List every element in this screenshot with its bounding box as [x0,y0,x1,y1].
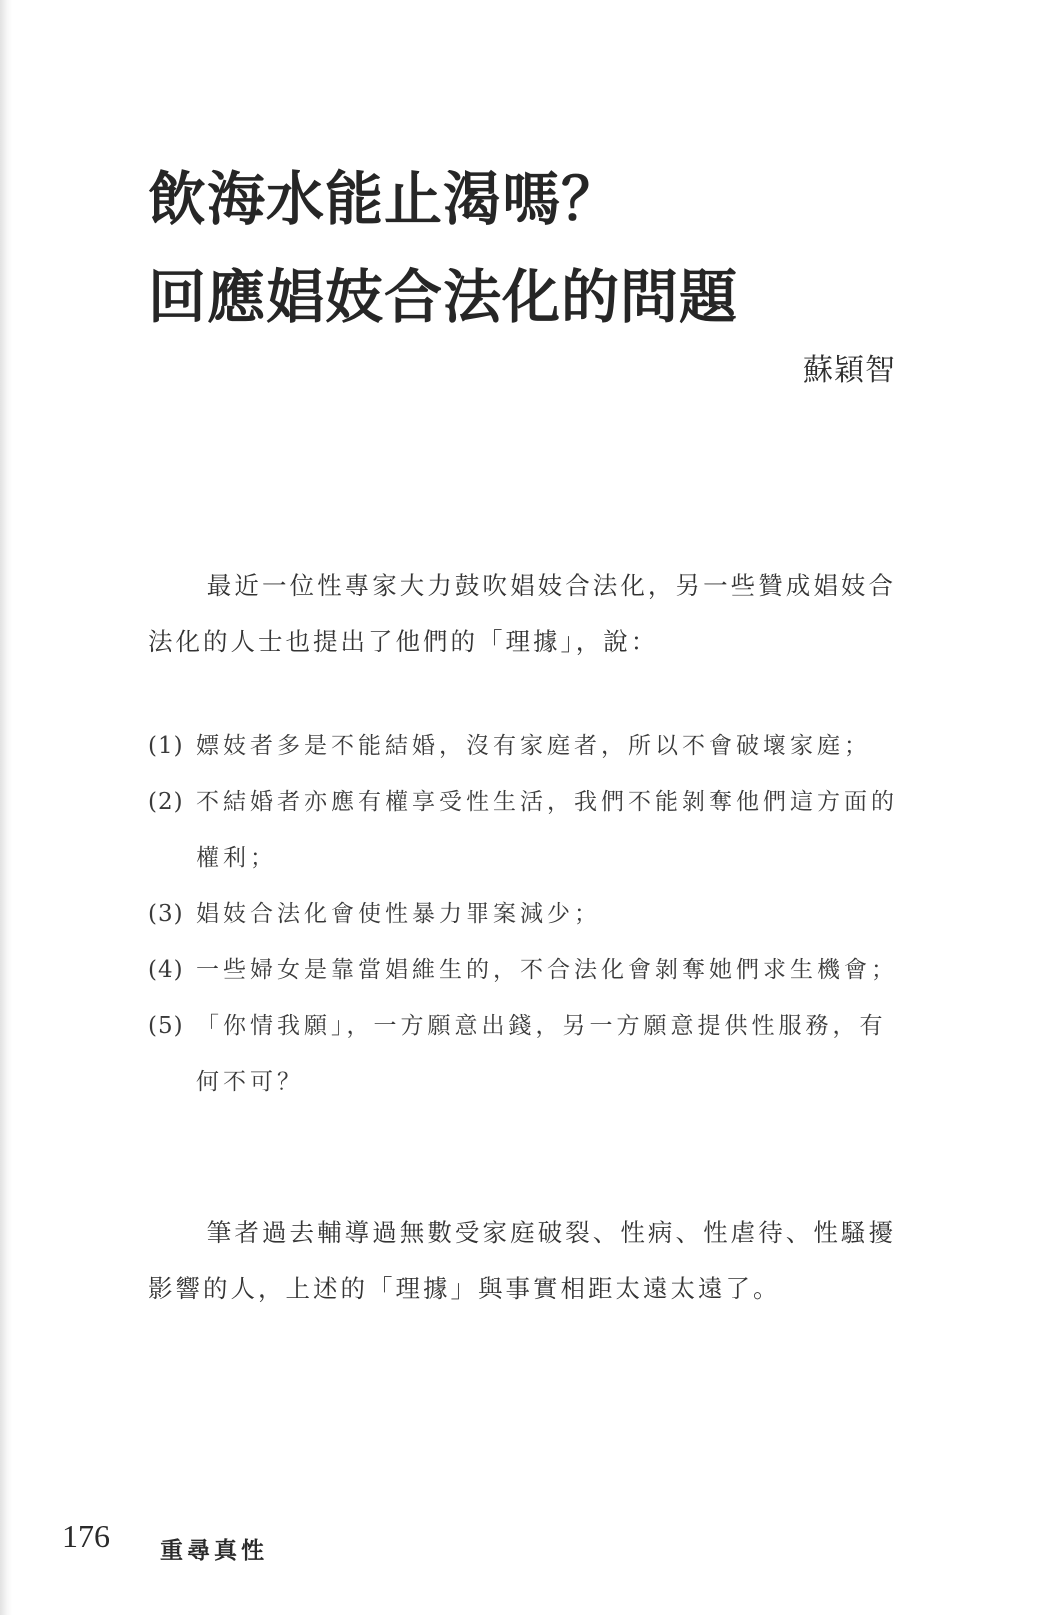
title-line-1: 飲海水能止渴嗎？ [148,165,621,233]
list-item [148,774,908,886]
running-title: 重尋真性 [160,1538,268,1564]
list-item-number: (2) [148,789,184,815]
list-item-text: 不結婚者亦應有權享受性生活，我們不能剝奪他們這方面的權利； [196,789,898,871]
list-item [148,998,908,1110]
list-item-number: (5) [148,1013,184,1039]
list-item [148,942,908,998]
list-item-text: 「你情我願」，一方願意出錢，另一方願意提供性服務，有何不可？ [196,1013,887,1095]
closing-paragraph: 筆者過去輔導過無數受家庭破裂、性病、性虐待、性騷擾影響的人，上述的「理據」與事實相距太遠太遠了。 [148,1218,896,1303]
list-item-number: (3) [148,901,184,927]
list-item-text: 一些婦女是靠當娼維生的，不合法化會剝奪她們求生機會； [196,957,898,983]
author-name: 蘇穎智 [803,353,896,388]
page-number: 176 [62,1518,110,1554]
list-item [148,718,908,774]
argument-list [148,718,908,1110]
article-title [148,150,908,346]
title-line-2: 回應娼妓合法化的問題 [148,263,739,331]
list-item-number: (4) [148,957,184,983]
list-item-text: 娼妓合法化會使性暴力罪案減少； [196,901,601,927]
intro-paragraph: 最近一位性專家大力鼓吹娼妓合法化，另一些贊成娼妓合法化的人士也提出了他們的「理據」，說： [148,571,896,656]
list-item [148,886,908,942]
page-edge [0,0,12,1615]
list-item-text: 嫖妓者多是不能結婚，沒有家庭者，所以不會破壞家庭； [196,733,871,759]
list-item-number: (1) [148,733,184,759]
